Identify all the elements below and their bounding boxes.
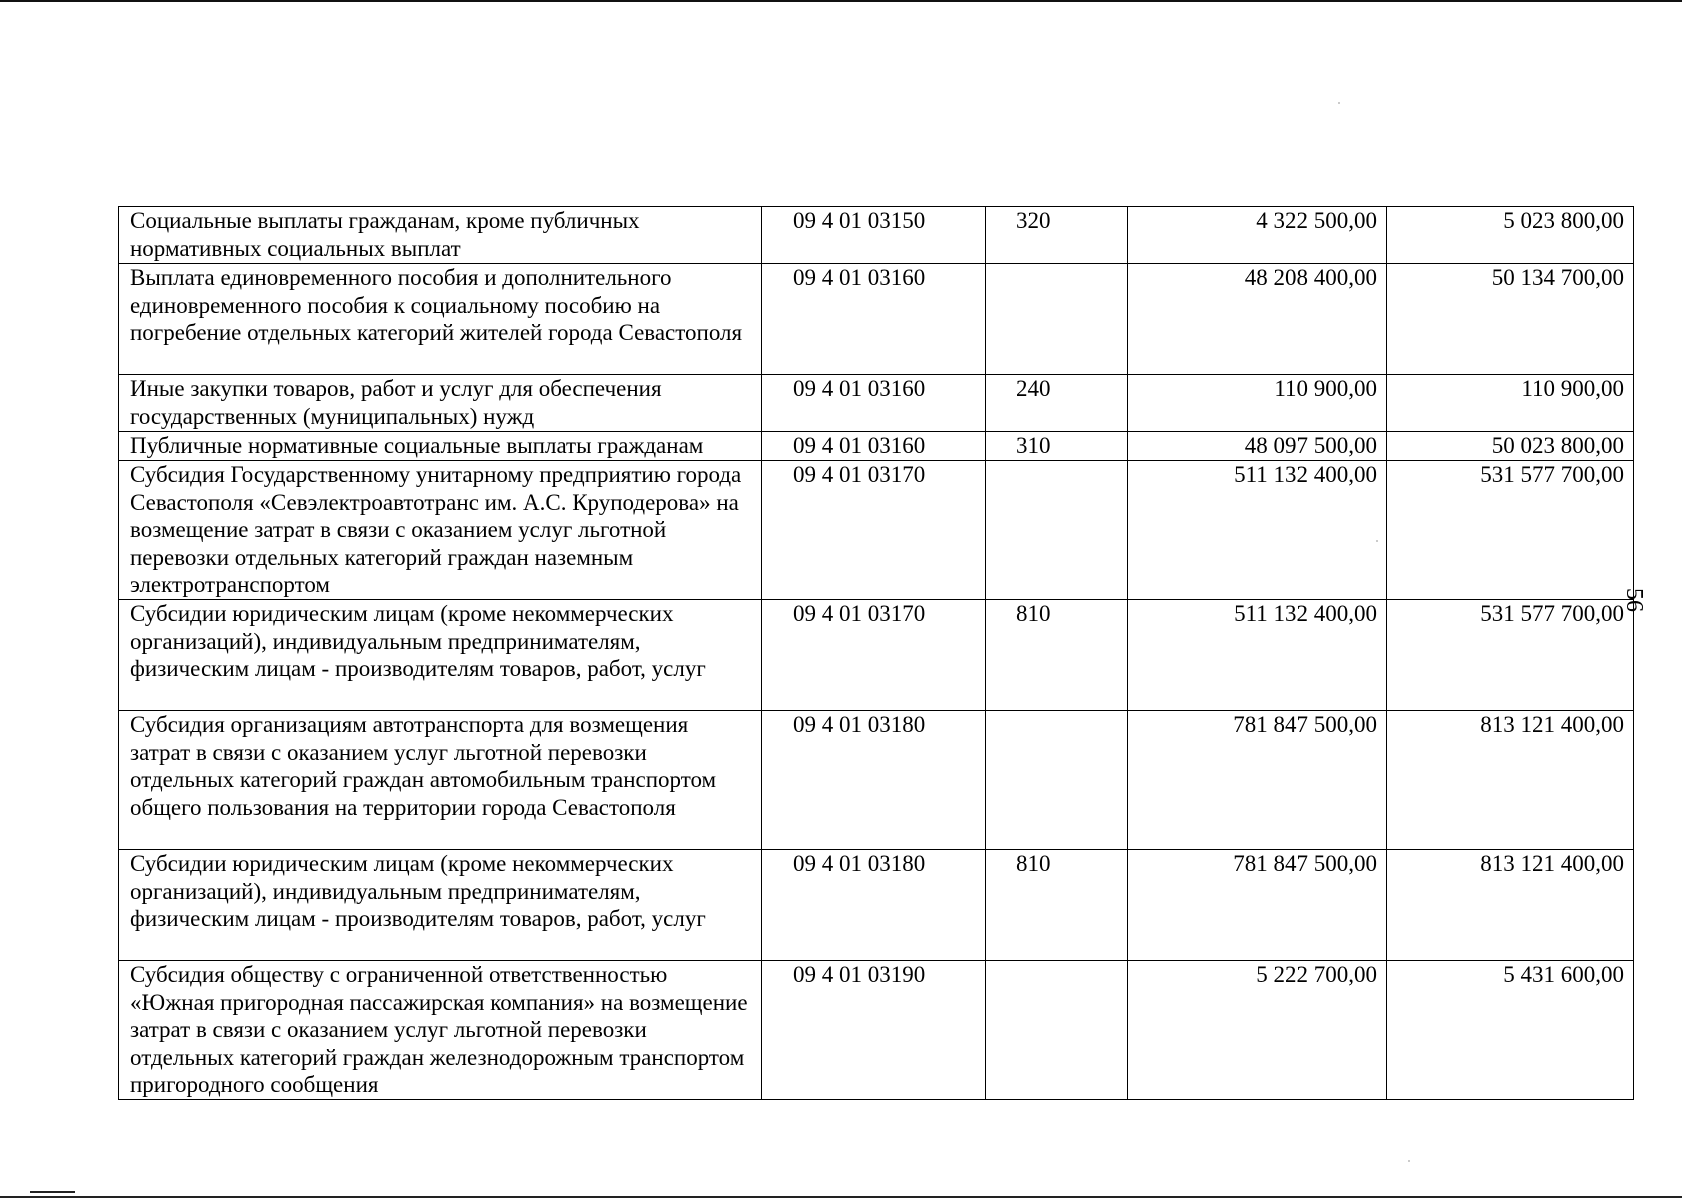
table-row (119, 264, 1634, 375)
row-value1-cell: 5 222 700,00 (1128, 961, 1387, 1100)
budget-table (118, 206, 1634, 1100)
row-type-cell: 810 (986, 600, 1128, 711)
row-value2-cell: 5 023 800,00 (1387, 207, 1634, 264)
row-code-cell: 09 4 01 03160 (762, 432, 986, 461)
table-row (119, 711, 1634, 850)
table-row (119, 461, 1634, 600)
row-code-cell: 09 4 01 03160 (762, 264, 986, 375)
table-row (119, 375, 1634, 432)
row-type-cell (986, 961, 1128, 1100)
row-type-cell: 320 (986, 207, 1128, 264)
scan-speck (1408, 1160, 1410, 1162)
row-value2-cell: 531 577 700,00 (1387, 600, 1634, 711)
row-code-cell: 09 4 01 03190 (762, 961, 986, 1100)
page-number: 56 (1621, 588, 1647, 612)
table-row (119, 432, 1634, 461)
row-value2-cell: 813 121 400,00 (1387, 850, 1634, 961)
row-type-cell (986, 711, 1128, 850)
row-value2-cell: 813 121 400,00 (1387, 711, 1634, 850)
row-name-cell: Иные закупки товаров, работ и услуг для обеспечения государственных (муниципальных) нужд (119, 375, 762, 432)
row-name-cell: Социальные выплаты гражданам, кроме публичных нормативных социальных выплат (119, 207, 762, 264)
row-value1-cell: 48 208 400,00 (1128, 264, 1387, 375)
row-name-cell: Субсидия организациям автотранспорта для возмещения затрат в связи с оказанием услуг льготной перевозки отдельных категорий граждан автомобильным транспортом общего пользования на территории города Севастополя (119, 711, 762, 850)
row-type-cell: 310 (986, 432, 1128, 461)
row-code-cell: 09 4 01 03180 (762, 850, 986, 961)
row-name-cell: Субсидия Государственному унитарному предприятию города Севастополя «Севэлектроавтотранс им. А.С. Круподерова» на возмещение затрат в связи с оказанием услуг льготной перевозки отдельных категорий граждан наземным электротранспортом (119, 461, 762, 600)
row-type-cell: 810 (986, 850, 1128, 961)
row-type-cell (986, 461, 1128, 600)
row-code-cell: 09 4 01 03170 (762, 600, 986, 711)
row-code-cell: 09 4 01 03150 (762, 207, 986, 264)
row-code-cell: 09 4 01 03170 (762, 461, 986, 600)
row-value1-cell: 781 847 500,00 (1128, 711, 1387, 850)
row-type-cell: 240 (986, 375, 1128, 432)
row-name-cell: Субсидии юридическим лицам (кроме некоммерческих организаций), индивидуальным предпринимателям, физическим лицам - производителям товаров, работ, услуг (119, 850, 762, 961)
table-row (119, 850, 1634, 961)
row-value1-cell: 511 132 400,00 (1128, 600, 1387, 711)
row-name-cell: Публичные нормативные социальные выплаты гражданам (119, 432, 762, 461)
row-value1-cell: 781 847 500,00 (1128, 850, 1387, 961)
table-row (119, 207, 1634, 264)
table-row (119, 600, 1634, 711)
scan-edge-bottom-mark (30, 1191, 75, 1193)
row-value1-cell: 4 322 500,00 (1128, 207, 1387, 264)
row-code-cell: 09 4 01 03160 (762, 375, 986, 432)
row-value1-cell: 48 097 500,00 (1128, 432, 1387, 461)
row-name-cell: Субсидия обществу с ограниченной ответственностью «Южная пригородная пассажирская компания» на возмещение затрат в связи с оказанием услуг льготной перевозки отдельных категорий граждан железнодорожным транспортом пригородного сообщения (119, 961, 762, 1100)
scan-edge-top (0, 0, 1682, 2)
row-type-cell (986, 264, 1128, 375)
row-value2-cell: 5 431 600,00 (1387, 961, 1634, 1100)
row-value2-cell: 50 134 700,00 (1387, 264, 1634, 375)
table-row (119, 961, 1634, 1100)
row-code-cell: 09 4 01 03180 (762, 711, 986, 850)
row-name-cell: Субсидии юридическим лицам (кроме некоммерческих организаций), индивидуальным предпринимателям, физическим лицам - производителям товаров, работ, услуг (119, 600, 762, 711)
row-value2-cell: 531 577 700,00 (1387, 461, 1634, 600)
row-value2-cell: 50 023 800,00 (1387, 432, 1634, 461)
row-value1-cell: 110 900,00 (1128, 375, 1387, 432)
row-value2-cell: 110 900,00 (1387, 375, 1634, 432)
scan-edge-bottom (0, 1196, 1682, 1198)
row-name-cell: Выплата единовременного пособия и дополнительного единовременного пособия к социальному пособию на погребение отдельных категорий жителей города Севастополя (119, 264, 762, 375)
scan-speck (1338, 102, 1340, 104)
row-value1-cell: 511 132 400,00 (1128, 461, 1387, 600)
